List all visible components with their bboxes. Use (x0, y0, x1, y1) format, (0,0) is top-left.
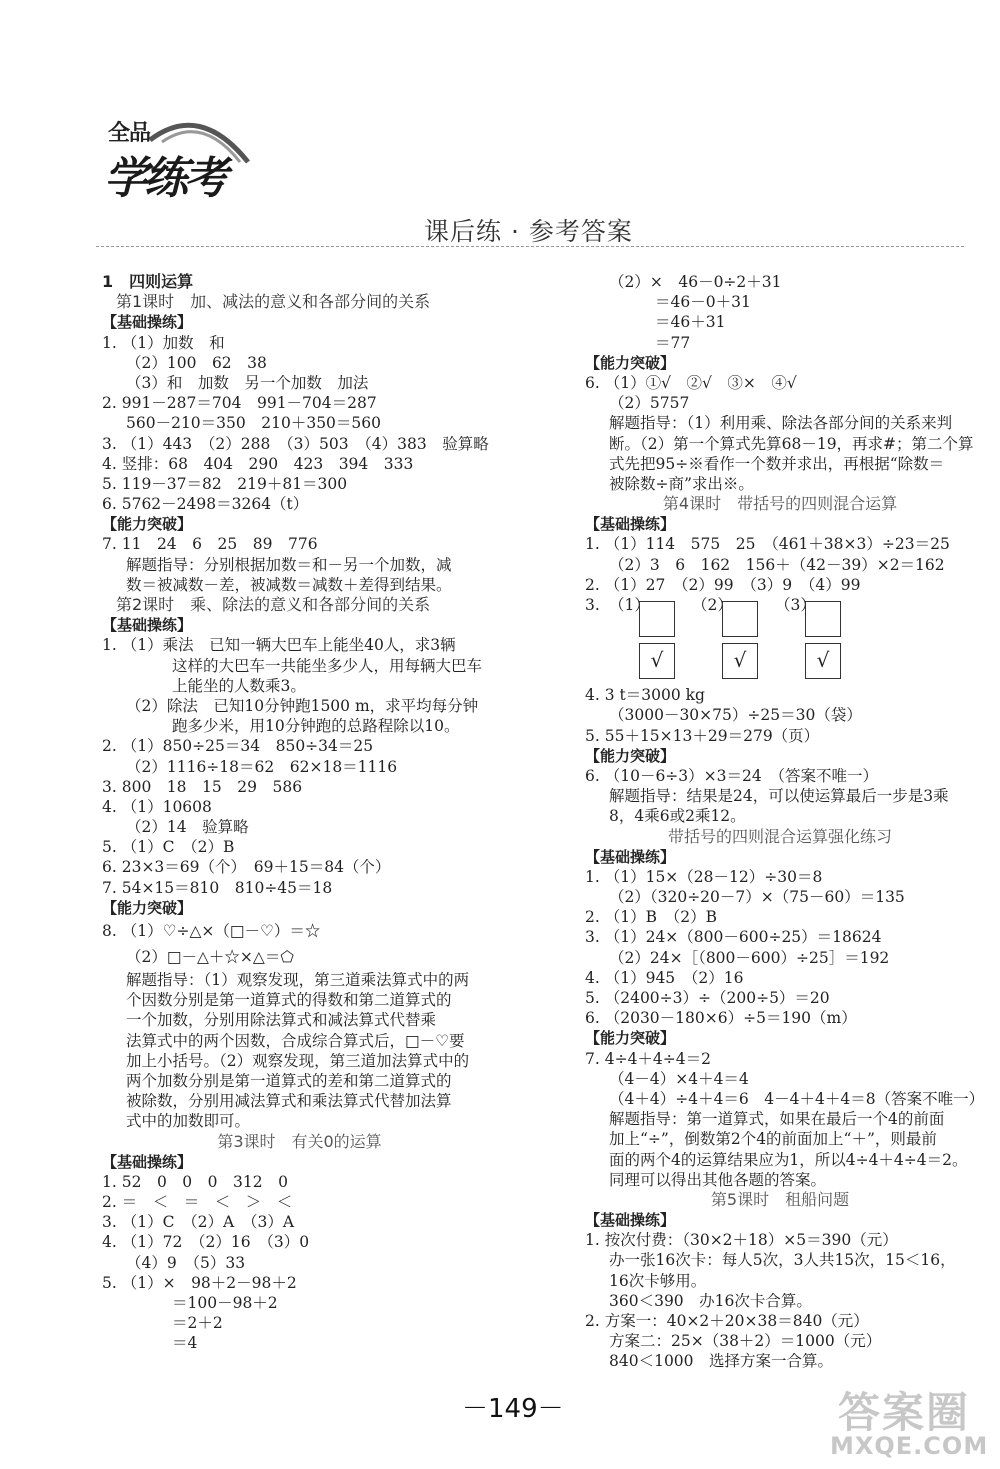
watermark (820, 1380, 995, 1465)
left-column (102, 272, 497, 1354)
box-group-label: （1） (609, 596, 650, 615)
answer-line: 2. ＝ ＜ ＝ ＜ ＞ ＜ (102, 1193, 293, 1212)
answer-line: 4. 竖排：68 404 290 423 394 333 (102, 454, 414, 473)
ability-tag: 【能力突破】 (585, 1029, 676, 1048)
answer-line: 1. （1）加数 和 (102, 333, 225, 352)
answer-line: 6. （2030－180×6）÷5＝190（m） (585, 1009, 857, 1028)
answer-line: 5. 119－37＝82 219＋81＝300 (102, 474, 348, 493)
answer-line: 2. 方案一：40×2＋20×38＝840（元） (585, 1312, 869, 1330)
answer-line: 5. （1）× 98＋2－98＋2 (102, 1273, 297, 1292)
box-group-label: （2） (692, 596, 733, 615)
answer-box: √ (722, 643, 758, 679)
lesson-title: 第3课时 有关0的运算 (217, 1131, 382, 1151)
answer-line: 1. 按次付费：（30×2＋18）×5＝390（元） (585, 1231, 898, 1250)
lesson-title: 带括号的四则混合运算强化练习 (667, 826, 892, 846)
section-heading: 1 四则运算 (102, 272, 194, 291)
page-title: 课后练 · 参考答案 (424, 217, 633, 246)
guide-line: 解题指导：结果是24，可以使运算最后一步是3乘 (609, 787, 949, 806)
answer-line: （2）24×［（800－600）÷25］＝192 (609, 948, 890, 967)
answer-line: 3. （1）24×（800－600÷25）＝18624 (585, 928, 882, 947)
answer-line: ＝46＋31 (655, 313, 726, 332)
answer-line: 办一张16次卡：每人5次，3人共15次，15＜16， (609, 1251, 956, 1270)
answer-line: 840＜1000 选择方案一合算。 (609, 1352, 834, 1371)
answer-line: 360＜390 办16次卡合算。 (609, 1291, 812, 1310)
answer-line: 3. 800 18 15 29 586 (102, 777, 303, 796)
ability-tag: 【能力突破】 (102, 898, 193, 917)
answer-line: 7. 11 24 6 25 89 776 (102, 535, 318, 554)
answer-box: √ (805, 643, 841, 679)
answer-line: ＝100－98＋2 (172, 1294, 278, 1312)
answer-line: （3）和 加数 另一个加数 加法 (126, 373, 369, 392)
answer-line: 560－210＝350 210＋350＝560 (126, 414, 382, 433)
answer-line: 这样的大巴车一共能坐多少人，用每辆大巴车 (172, 656, 483, 675)
guide-line: 解题指导：分别根据加数＝和－另一个加数，减 (126, 555, 452, 574)
basic-tag: 【基础操练】 (585, 515, 676, 534)
answer-line: 6. 23×3＝69（个） 69＋15＝84（个） (102, 858, 391, 877)
answer-line: 2. （1）B （2）B (585, 908, 717, 927)
answer-line: 上能坐的人数乘3。 (172, 676, 306, 695)
guide-line: 被除数，分别用减法算式和乘法算式代替加法算 (126, 1092, 452, 1111)
answer-line: 4. （1）72 （2）16 （3）0 (102, 1233, 310, 1252)
answer-line: 7. 4÷4＋4÷4＝2 (585, 1049, 711, 1068)
lesson-title: 第5课时 租船问题 (710, 1189, 850, 1209)
answer-line: （2）× 46－0÷2＋31 (609, 273, 782, 291)
answer-line: （2）1116÷18＝62 62×18＝1116 (126, 757, 398, 776)
answer-line: 5. （1）C （2）B (102, 838, 235, 857)
checkbox-grid (609, 595, 975, 685)
answer-line: 1. （1）乘法 已知一辆大巴车上能坐40人，求3辆 (102, 636, 456, 655)
answer-line: 2. 991－287＝704 991－704＝287 (102, 394, 377, 413)
answer-line: 6. （10－6÷3）×3＝24 （答案不唯一） (585, 766, 878, 785)
basic-tag: 【基础操练】 (585, 1211, 676, 1230)
basic-tag: 【基础操练】 (102, 616, 193, 635)
ability-tag: 【能力突破】 (585, 746, 676, 765)
guide-line: 解题指导：第一道算式，如果在最后一个4的前面 (609, 1110, 945, 1129)
guide-line: 加上小括号。（2）观察发现，第三道加法算式中的 (126, 1051, 470, 1070)
guide-line: 式中的加数即可。 (126, 1112, 251, 1131)
watermark-bottom: MXQE.COM (830, 1432, 989, 1460)
guide-line: 法算式中的两个因数，合成综合算式后，□－♡要 (126, 1031, 465, 1050)
answer-line: （2）3 6 162 156＋（42－39）×2＝162 (609, 555, 945, 574)
answer-line: 7. 54×15＝810 810÷45＝18 (102, 878, 333, 897)
guide-line: 解题指导：（1）利用乘、除法各部分间的关系来判 (609, 414, 953, 433)
answer-line: 2. （1）850÷25＝34 850÷34＝25 (102, 737, 374, 756)
brand-logo (100, 110, 250, 204)
answer-box (639, 601, 675, 637)
guide-line: 被除数÷商”求出※。 (609, 474, 754, 493)
basic-tag: 【基础操练】 (102, 1152, 193, 1171)
answer-line: （2）14 验算略 (126, 818, 249, 837)
guide-line: 式先把95÷※看作一个数并求出，再根据“除数＝ (609, 454, 945, 473)
answer-line: 3. （1）C （2）A （3）A (102, 1213, 295, 1232)
answer-line: 4. （1）10608 (102, 797, 212, 816)
watermark-top: 答案圈 (838, 1388, 971, 1437)
guide-line: 数＝被减数－差，被减数＝减数＋差得到结果。 (126, 575, 452, 594)
answer-line: 方案二：25×（38＋2）＝1000（元） (609, 1332, 882, 1351)
answer-line: 8. （1）♡÷△×（□－♡）＝☆ (102, 922, 321, 940)
answer-line: （4＋4）÷4＋4＝6 4－4＋4＋4＝8（答案不唯一） (609, 1089, 985, 1108)
answer-line: 1. （1）15×（28－12）÷30＝8 (585, 867, 823, 886)
answer-line: （2）（320÷20－7）×（75－60）＝135 (609, 888, 905, 907)
answer-line: 5. 55＋15×13＋29＝279（页） (585, 726, 820, 745)
answer-line: ＝2＋2 (172, 1314, 223, 1333)
answer-line: 6. 5762－2498＝3264（t） (102, 495, 309, 514)
brand-small-text: 全品 (108, 121, 151, 146)
page-number: －149－ (462, 1394, 564, 1424)
answer-line: 6. （1）①√ ②√ ③× ④√ (585, 373, 797, 392)
lesson-title: 第4课时 带括号的四则混合运算 (662, 494, 898, 514)
guide-line: 断。（2）第一个算式先算68－19，再求#；第二个算 (609, 434, 974, 453)
answer-line: ＝46－0＋31 (655, 293, 751, 312)
answer-line: （2）5757 (609, 394, 690, 413)
guide-line: 加上“÷”，倒数第2个4的前面加上“＋”，则最前 (609, 1130, 937, 1149)
answer-line: ＝4 (172, 1334, 198, 1353)
answer-line: 3. （1）443 （2）288 （3）503 （4）383 验算略 (102, 434, 489, 453)
answer-line: ＝77 (655, 333, 691, 352)
guide-line: 个因数分别是第一道算式的得数和第二道算式的 (126, 991, 452, 1010)
answer-line: （4）9 （5）33 (126, 1253, 246, 1272)
answer-line: （2）100 62 38 (126, 353, 267, 372)
answer-line: 16次卡够用。 (609, 1271, 707, 1290)
answer-line: 4. （1）945 （2）16 (585, 968, 744, 987)
answer-line: 1. 52 0 0 0 312 0 (102, 1172, 288, 1191)
lesson-title: 第1课时 加、减法的意义和各部分间的关系 (116, 292, 431, 312)
answer-line: 2. （1）27 （2）99 （3）9 （4）99 (585, 575, 861, 594)
guide-line: 解题指导：（1）观察发现，第三道乘法算式中的两 (126, 971, 470, 989)
answer-line: 4. 3 t＝3000 kg (585, 686, 705, 705)
answer-line: 跑多少米，用10分钟跑的总路程除以10。 (172, 717, 460, 736)
answer-box (805, 601, 841, 637)
brand-big-text: 学练考 (104, 153, 224, 204)
guide-line: 同理可以得出其他各题的答案。 (609, 1170, 827, 1189)
lesson-title: 第2课时 乘、除法的意义和各部分间的关系 (116, 595, 431, 614)
ability-tag: 【能力突破】 (102, 515, 193, 534)
question-label: 3. (585, 596, 600, 614)
answer-line: 5. （2400÷3）÷（200÷5）＝20 (585, 989, 830, 1007)
guide-line: 一个加数，分别用除法算式和减法算式代替乘 (126, 1011, 437, 1030)
answer-box (722, 601, 758, 637)
right-column (585, 272, 985, 1372)
answer-line: （3000－30×75）÷25＝30（袋） (609, 706, 862, 725)
answer-line: 1. （1）114 575 25 （461＋38×3）÷23＝25 (585, 535, 950, 554)
basic-tag: 【基础操练】 (102, 313, 193, 332)
answer-line: （4－4）×4＋4＝4 (609, 1069, 749, 1088)
basic-tag: 【基础操练】 (585, 847, 676, 866)
answer-box: √ (639, 643, 675, 679)
answer-line: （2）除法 已知10分钟跑1500 m，求平均每分钟 (126, 696, 479, 715)
box-group-label: （3） (775, 596, 816, 615)
answer-line: （2）□－△＋☆×△＝⬠ (126, 948, 294, 966)
header-divider (96, 246, 964, 247)
guide-line: 两个加数分别是第一道算式的差和第二道算式的 (126, 1071, 452, 1090)
guide-line: 面的两个4的运算结果应为1，所以4÷4＋4÷4＝2。 (609, 1150, 968, 1169)
ability-tag: 【能力突破】 (585, 353, 676, 372)
guide-line: 8，4乘6或2乘12。 (609, 807, 746, 826)
